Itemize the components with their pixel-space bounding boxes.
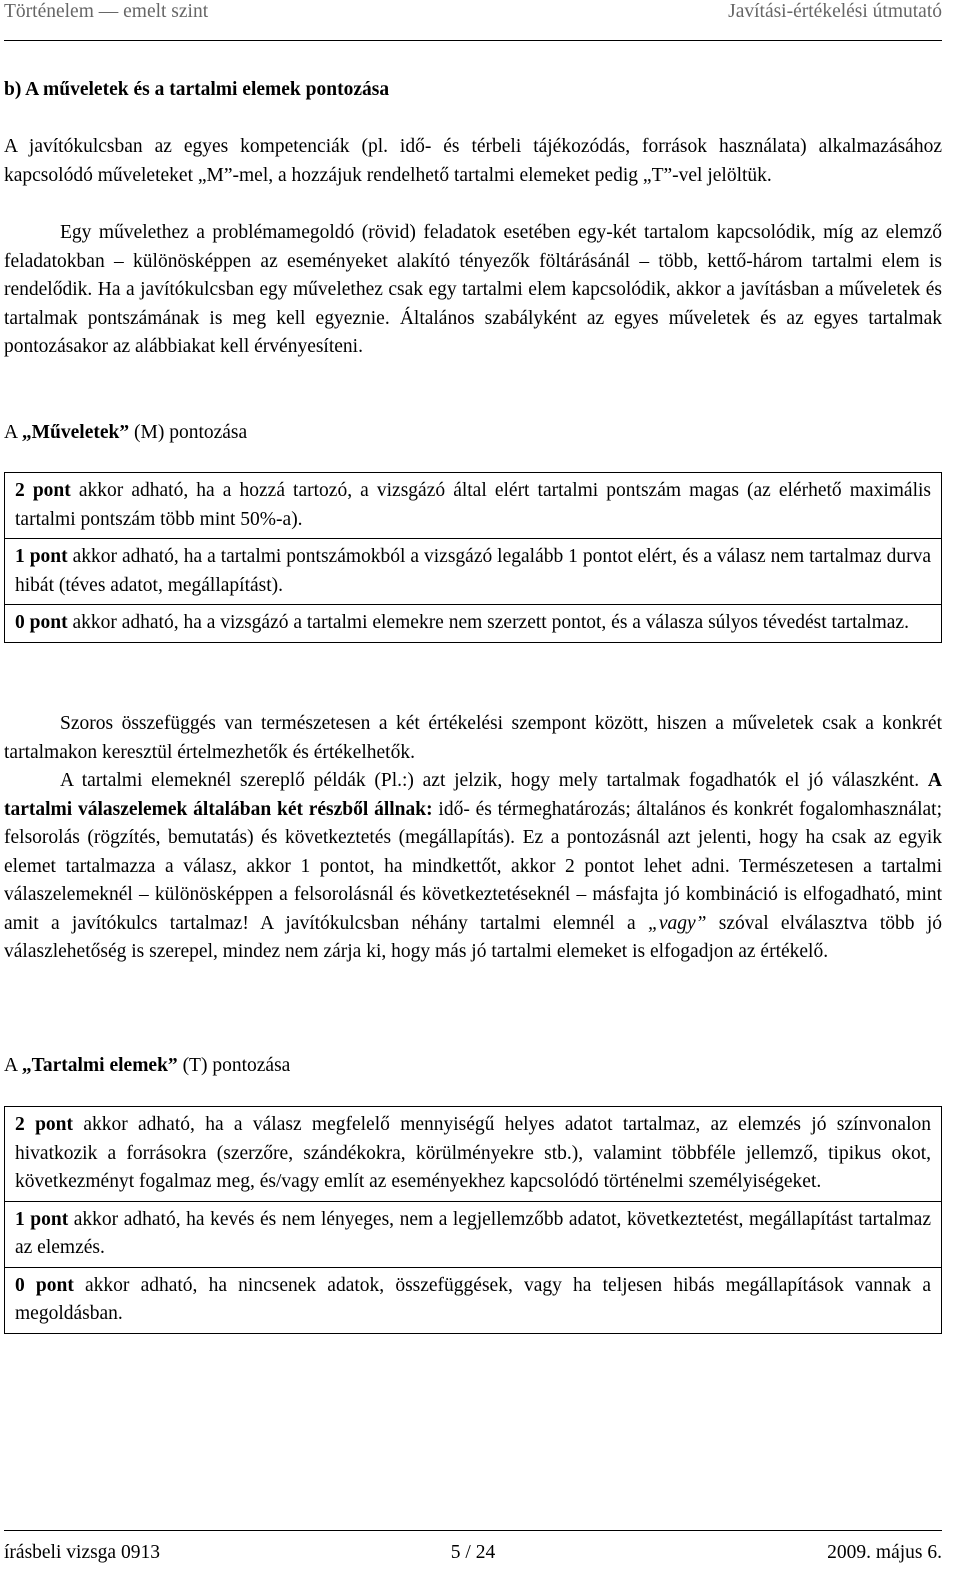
page-header [4,0,942,28]
footer-rule [4,1530,942,1531]
paragraph-examples: A tartalmi elemeknél szereplő példák (Pl.:) azt jelzik, hogy mely tartalmak fogadhatók el jó válaszként. A tartalmi válaszelemek általában két részből állnak: idő- és térmeghatározás; általános és konkrét fogalomhasználat; felsorolás (rögzítés, bemutatás) és következtetés (megállapítás). Ez a pontozásnál azt jelenti, hogy ha csak az egyik elemet tartalmazza a válasz, akkor 1 pontot, ha mindkettőt, akkor 2 pontot lehet adni. Természetesen a tartalmi válaszelemeknél – különösképpen a felsorolásnál és következtetéseknél – másfajta jó kombináció is elfogadható, mint amit a javítókulcs tartalmaz! A javítókulcsban néhány tartalmi elemnél a „vagy” szóval elválasztva több jó válaszlehetőség is szerepel, mindez nem zárja ki, hogy más jó tartalmi elemeket is elfogadjon az értékelő. [4,770,942,962]
tartalmi-row-0pont: 0 pont akkor adható, ha nincsenek adatok, összefüggések, vagy ha teljesen hibás megállapítások vannak a megoldásban. [5,1267,941,1333]
paragraph-relation: Szoros összefüggés van természetesen a két értékelési szempont között, hiszen a műveletek csak a konkrét tartalmakon keresztül értelmezhetők és értékelhetők. [4,713,942,763]
muveletek-row-2pont: 2 pont akkor adható, ha a hozzá tartozó, a vizsgázó által elért tartalmi pontszám magas (az elérhető maximális tartalmi pontszám több mint 50%-a). [15,480,932,530]
tartalmi-title: A „Tartalmi elemek” (T) pontozása [4,1055,291,1076]
header-left: Történelem — emelt szint [4,1,209,22]
paragraph-intro: A javítókulcsban az egyes kompetenciák (pl. idő- és térbeli tájékozódás, források használata) alkalmazásához kapcsolódó műveleteket „M”-mel, a hozzájuk rendelhető tartalmi elemeket pedig „T”-vel jelöltük. [4,136,942,186]
footer-exam-code: írásbeli vizsga 0913 [4,1542,160,1563]
muveletek-row-1pont: 1 pont akkor adható, ha a tartalmi pontszámokból a vizsgázó legalább 1 pontot elért, és a válasz nem tartalmaz durva hibát (téves adatot, megállapítást). [5,538,941,604]
page-number: 5 / 24 [450,1542,496,1563]
tartalmi-scoring-table [4,1106,942,1334]
tartalmi-row-2pont: 2 pont akkor adható, ha a válasz megfelelő mennyiségű helyes adatot tartalmaz, az elemzés jó színvonalon hivatkozik a forrásokra (szerzőre, szándékokra, körülményekre stb.), valamint többféle jellemző, tipikus okot, következményt fogalmaz meg, és/vagy említ az eseményekhez kapcsolódó történelmi személyiségeket. [15,1114,931,1192]
page-footer [4,1542,942,1572]
header-right: Javítási-értékelési útmutató [728,1,942,22]
footer-date: 2009. május 6. [827,1542,942,1563]
header-rule [4,40,942,41]
muveletek-row-0pont: 0 pont akkor adható, ha a vizsgázó a tartalmi elemekre nem szerzett pontot, és a válasza súlyos tévedést tartalmaz. [5,604,941,642]
muveletek-scoring-table [4,472,942,643]
section-heading: b) A műveletek és a tartalmi elemek pontozása [4,79,390,100]
paragraph-rules: Egy művelethez a problémamegoldó (rövid) feladatok esetében egy-két tartalom kapcsolódik, míg az elemző feladatokban – különösképpen az eseményeket alakító tényezők föltárásánál – több, kettő-három tartalmi elem is rendelődik. Ha a javítókulcsban egy művelethez csak egy tartalmi elem kapcsolódik, akkor a javításban a műveletek és tartalmak pontszámának is meg kell egyeznie. Általános szabályként az egyes műveletek és az egyes tartalmak pontozásakor az alábbiakat kell érvényesíteni. [4,222,942,357]
muveletek-title: A „Műveletek” (M) pontozása [4,422,248,443]
tartalmi-row-1pont: 1 pont akkor adható, ha kevés és nem lényeges, nem a legjellemzőbb adatot, következtetést, megállapítást tartalmaz az elemzés. [5,1201,941,1267]
